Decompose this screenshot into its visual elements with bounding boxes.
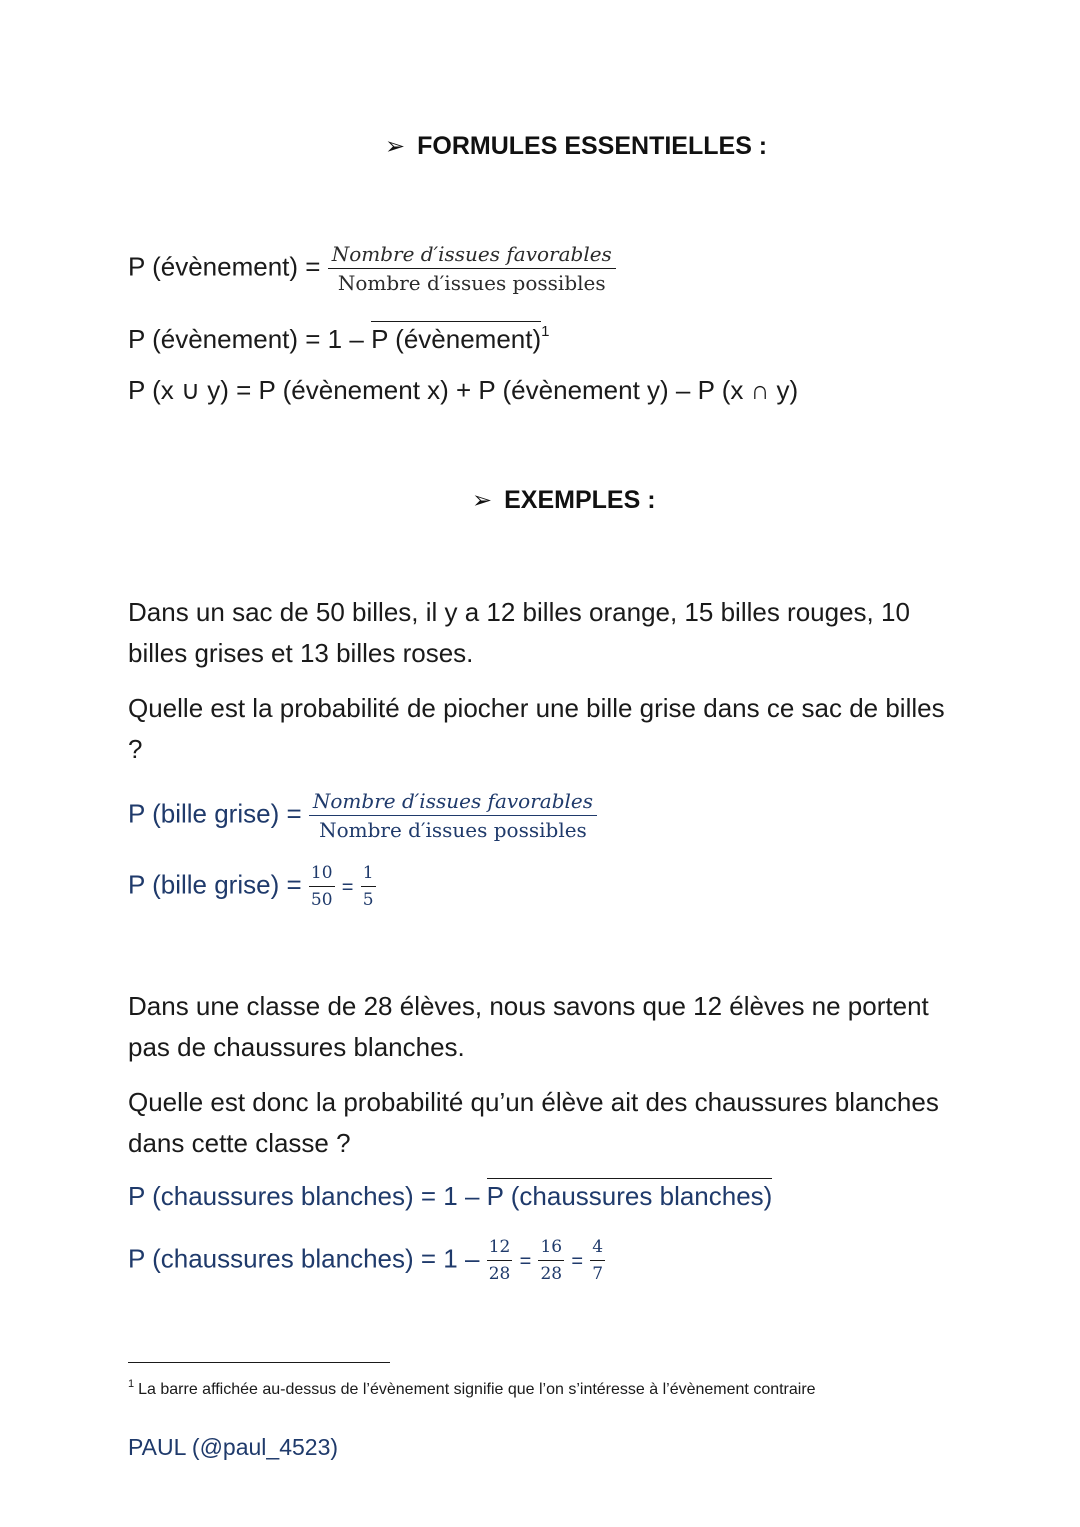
- example1-statement: Dans un sac de 50 billes, il y a 12 billes orange, 15 billes rouges, 10 billes grises et 13 billes roses.: [128, 597, 910, 668]
- fraction-denominator: Nombre d′issues possibles: [337, 271, 606, 295]
- fraction-numerator: 10: [309, 860, 335, 887]
- fraction-numerator: 4: [590, 1234, 605, 1261]
- calc-fraction-1: [487, 1234, 513, 1287]
- formula-text: P (x ∪ y) = P (évènement x) + P (évènement y) – P (x ∩ y): [128, 375, 799, 405]
- formula-lhs: P (chaussures blanches) = 1 –: [128, 1181, 487, 1211]
- fraction-numerator: Nombre d′issues favorables: [328, 240, 616, 269]
- section-title: EXEMPLES :: [504, 486, 656, 514]
- example1-formula: [128, 787, 597, 844]
- formula-fraction: [309, 787, 597, 844]
- formula-probability-definition: [128, 240, 616, 297]
- equals-sign: =: [341, 876, 354, 899]
- calc-fraction-2: [538, 1234, 564, 1287]
- calc-lhs: P (chaussures blanches) = 1 –: [128, 1243, 480, 1274]
- calc-fraction-1: [309, 860, 335, 913]
- example2-question: Quelle est donc la probabilité qu’un élève ait des chaussures blanches dans cette classe ?: [128, 1087, 939, 1158]
- section-heading-exemples: [472, 486, 656, 515]
- fraction-denominator: 5: [362, 890, 374, 910]
- section-heading-formules: [385, 132, 767, 161]
- fraction-denominator: 7: [592, 1264, 604, 1284]
- arrow-bullet-icon: ➢: [385, 133, 406, 160]
- formula-complement: [128, 316, 549, 355]
- formula-complement-term: P (évènement): [371, 321, 541, 354]
- fraction-numerator: 1: [361, 860, 376, 887]
- example2-formula: [128, 1180, 772, 1212]
- fraction-denominator: 50: [310, 890, 333, 910]
- section-title: FORMULES ESSENTIELLES :: [417, 132, 768, 160]
- formula-union: [128, 374, 798, 406]
- footnote-mark: 1: [128, 1378, 135, 1390]
- example2-calculation: [128, 1234, 605, 1287]
- example2-statement: Dans une classe de 28 élèves, nous savons que 12 élèves ne portent pas de chaussures blanches.: [128, 991, 929, 1062]
- calc-fraction-2: [361, 860, 376, 913]
- calc-lhs: P (bille grise) =: [128, 869, 302, 900]
- footnote: [128, 1378, 816, 1399]
- formula-lhs: P (évènement) =: [128, 251, 321, 282]
- fraction-numerator: Nombre d′issues favorables: [309, 787, 597, 816]
- footnote-text: La barre affichée au-dessus de l’évènement signifie que l’on s’intéresse à l’évènement contraire: [138, 1381, 816, 1398]
- equals-sign: =: [571, 1250, 584, 1273]
- fraction-denominator: 28: [488, 1264, 511, 1284]
- fraction-denominator: Nombre d′issues possibles: [319, 818, 587, 842]
- arrow-bullet-icon: ➢: [472, 487, 493, 514]
- calc-fraction-3: [590, 1234, 605, 1287]
- example1-calculation: [128, 860, 376, 913]
- formula-complement-term: P (chaussures blanches): [487, 1178, 773, 1211]
- author-credit: PAUL (@paul_4523): [128, 1434, 339, 1460]
- footnote-reference: 1: [541, 323, 550, 340]
- footnote-separator: [128, 1362, 390, 1363]
- formula-fraction: [328, 240, 616, 297]
- fraction-numerator: 12: [487, 1234, 513, 1261]
- fraction-denominator: 28: [540, 1264, 563, 1284]
- example1-question: Quelle est la probabilité de piocher une bille grise dans ce sac de billes ?: [128, 693, 945, 764]
- formula-lhs: P (bille grise) =: [128, 798, 302, 829]
- formula-lhs: P (évènement) = 1 –: [128, 324, 372, 354]
- fraction-numerator: 16: [538, 1234, 564, 1261]
- equals-sign: =: [519, 1250, 532, 1273]
